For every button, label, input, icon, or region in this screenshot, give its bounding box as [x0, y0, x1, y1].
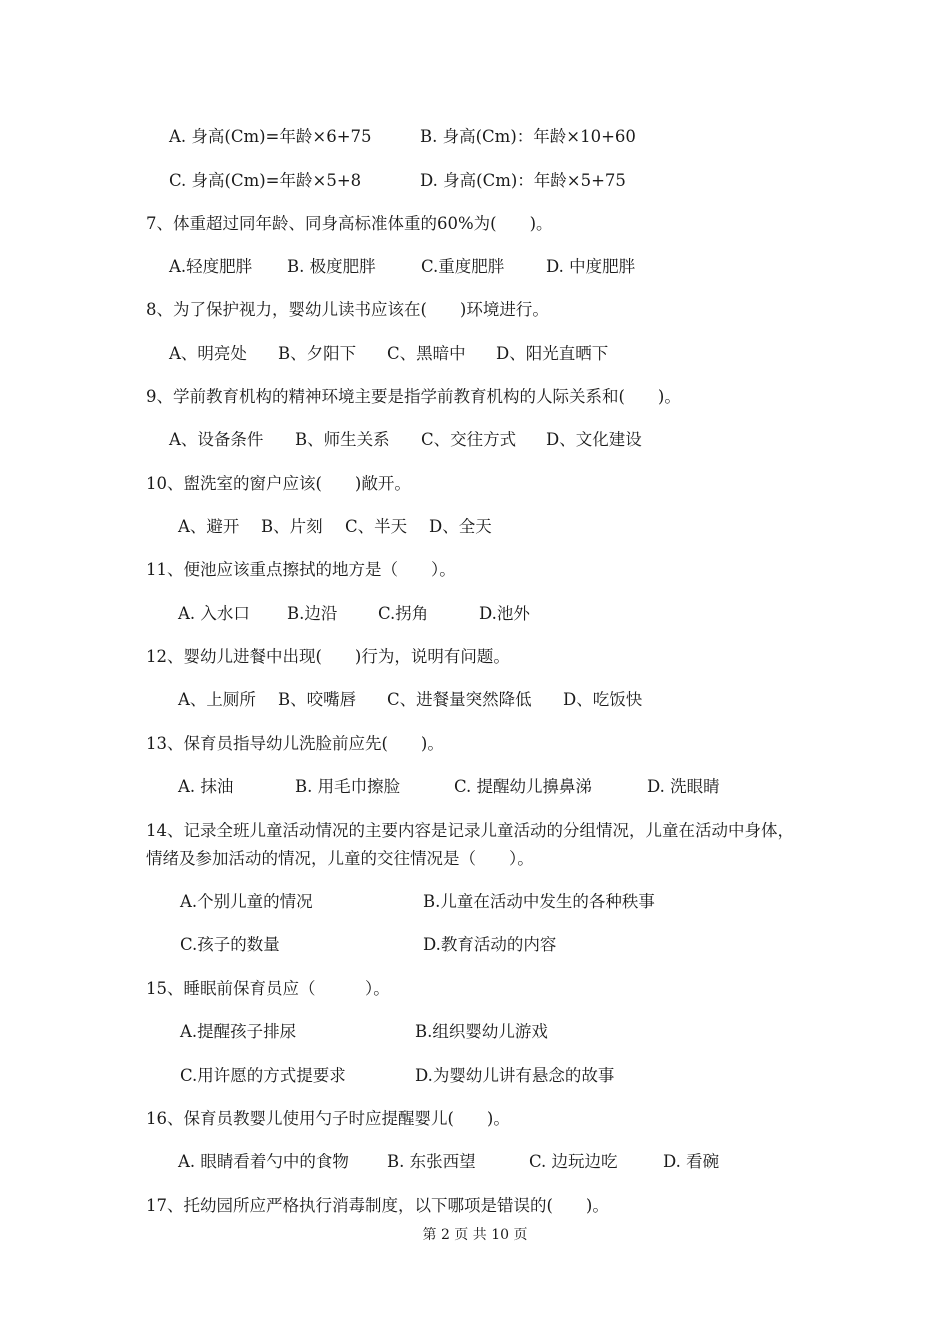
- q9-option-a: A、设备条件: [169, 430, 264, 449]
- q14-option-d: D.教育活动的内容: [423, 935, 557, 954]
- q6-option-b: B. 身高(Cm)：年龄×10+60: [420, 127, 636, 146]
- q16-option-d: D. 看碗: [663, 1152, 720, 1171]
- q16-question: 16、保育员教婴儿使用勺子时应提醒婴儿( )。: [146, 1109, 510, 1128]
- q10-option-a: A、避开: [178, 517, 240, 536]
- q14-question-line2: 情绪及参加活动的情况，儿童的交往情况是（ ）。: [146, 849, 534, 868]
- q14-option-c: C.孩子的数量: [180, 935, 280, 954]
- q7-option-a: A.轻度肥胖: [169, 257, 253, 276]
- q15-option-c: C.用许愿的方式提要求: [180, 1066, 346, 1085]
- q15-option-a: A.提醒孩子排尿: [180, 1022, 297, 1041]
- q13-option-d: D. 洗眼睛: [647, 777, 720, 796]
- q11-option-c: C.拐角: [378, 604, 429, 623]
- q14-question-line1: 14、记录全班儿童活动情况的主要内容是记录儿童活动的分组情况，儿童在活动中身体，: [146, 821, 794, 840]
- q8-option-a: A、明亮处: [169, 344, 247, 363]
- q11-option-a: A. 入水口: [178, 604, 250, 623]
- q10-option-c: C、半天: [345, 517, 408, 536]
- q12-option-a: A、上厕所: [178, 690, 256, 709]
- q13-option-c: C. 提醒幼儿擤鼻涕: [454, 777, 593, 796]
- q16-option-c: C. 边玩边吃: [529, 1152, 618, 1171]
- q8-option-b: B、夕阳下: [278, 344, 357, 363]
- q13-option-b: B. 用毛巾擦脸: [295, 777, 401, 796]
- q7-option-d: D. 中度肥胖: [546, 257, 636, 276]
- q16-option-b: B. 东张西望: [387, 1152, 476, 1171]
- q11-question: 11、便池应该重点擦拭的地方是（ ）。: [146, 560, 456, 579]
- q15-option-d: D.为婴幼儿讲有悬念的故事: [415, 1066, 615, 1085]
- q9-option-c: C、交往方式: [421, 430, 517, 449]
- q13-question: 13、保育员指导幼儿洗脸前应先( )。: [146, 734, 444, 753]
- q6-option-a: A. 身高(Cm)=年龄×6+75: [169, 127, 372, 146]
- q11-option-b: B.边沿: [287, 604, 338, 623]
- q8-question: 8、为了保护视力，婴幼儿读书应该在( )环境进行。: [146, 300, 549, 319]
- q6-option-c: C. 身高(Cm)=年龄×5+8: [169, 171, 362, 190]
- q11-option-d: D.池外: [479, 604, 530, 623]
- page-footer: 第 2 页 共 10 页: [422, 1227, 528, 1243]
- q14-option-a: A.个别儿童的情况: [180, 892, 313, 911]
- q12-option-c: C、进餐量突然降低: [387, 690, 532, 709]
- q7-option-b: B. 极度肥胖: [287, 257, 376, 276]
- q10-option-b: B、片刻: [261, 517, 323, 536]
- q15-option-b: B.组织婴幼儿游戏: [415, 1022, 548, 1041]
- q8-option-c: C、黑暗中: [387, 344, 466, 363]
- q12-question: 12、婴幼儿进餐中出现( )行为，说明有问题。: [146, 647, 510, 666]
- q7-question: 7、体重超过同年龄、同身高标准体重的60%为( )。: [146, 214, 553, 233]
- q9-question: 9、学前教育机构的精神环境主要是指学前教育机构的人际关系和( )。: [146, 387, 681, 406]
- q9-option-b: B、师生关系: [295, 430, 390, 449]
- q15-question: 15、睡眠前保育员应（ ）。: [146, 979, 390, 998]
- q12-option-d: D、吃饭快: [563, 690, 643, 709]
- q12-option-b: B、咬嘴唇: [278, 690, 357, 709]
- q16-option-a: A. 眼睛看着勺中的食物: [178, 1152, 349, 1171]
- q13-option-a: A. 抹油: [178, 777, 234, 796]
- q10-option-d: D、全天: [429, 517, 492, 536]
- q8-option-d: D、阳光直晒下: [496, 344, 609, 363]
- q7-option-c: C.重度肥胖: [421, 257, 505, 276]
- q17-question: 17、托幼园所应严格执行消毒制度，以下哪项是错误的( )。: [146, 1196, 609, 1215]
- q14-option-b: B.儿童在活动中发生的各种秩事: [423, 892, 655, 911]
- q9-option-d: D、文化建设: [546, 430, 642, 449]
- q10-question: 10、盥洗室的窗户应该( )敞开。: [146, 474, 411, 493]
- q6-option-d: D. 身高(Cm)：年龄×5+75: [420, 171, 626, 190]
